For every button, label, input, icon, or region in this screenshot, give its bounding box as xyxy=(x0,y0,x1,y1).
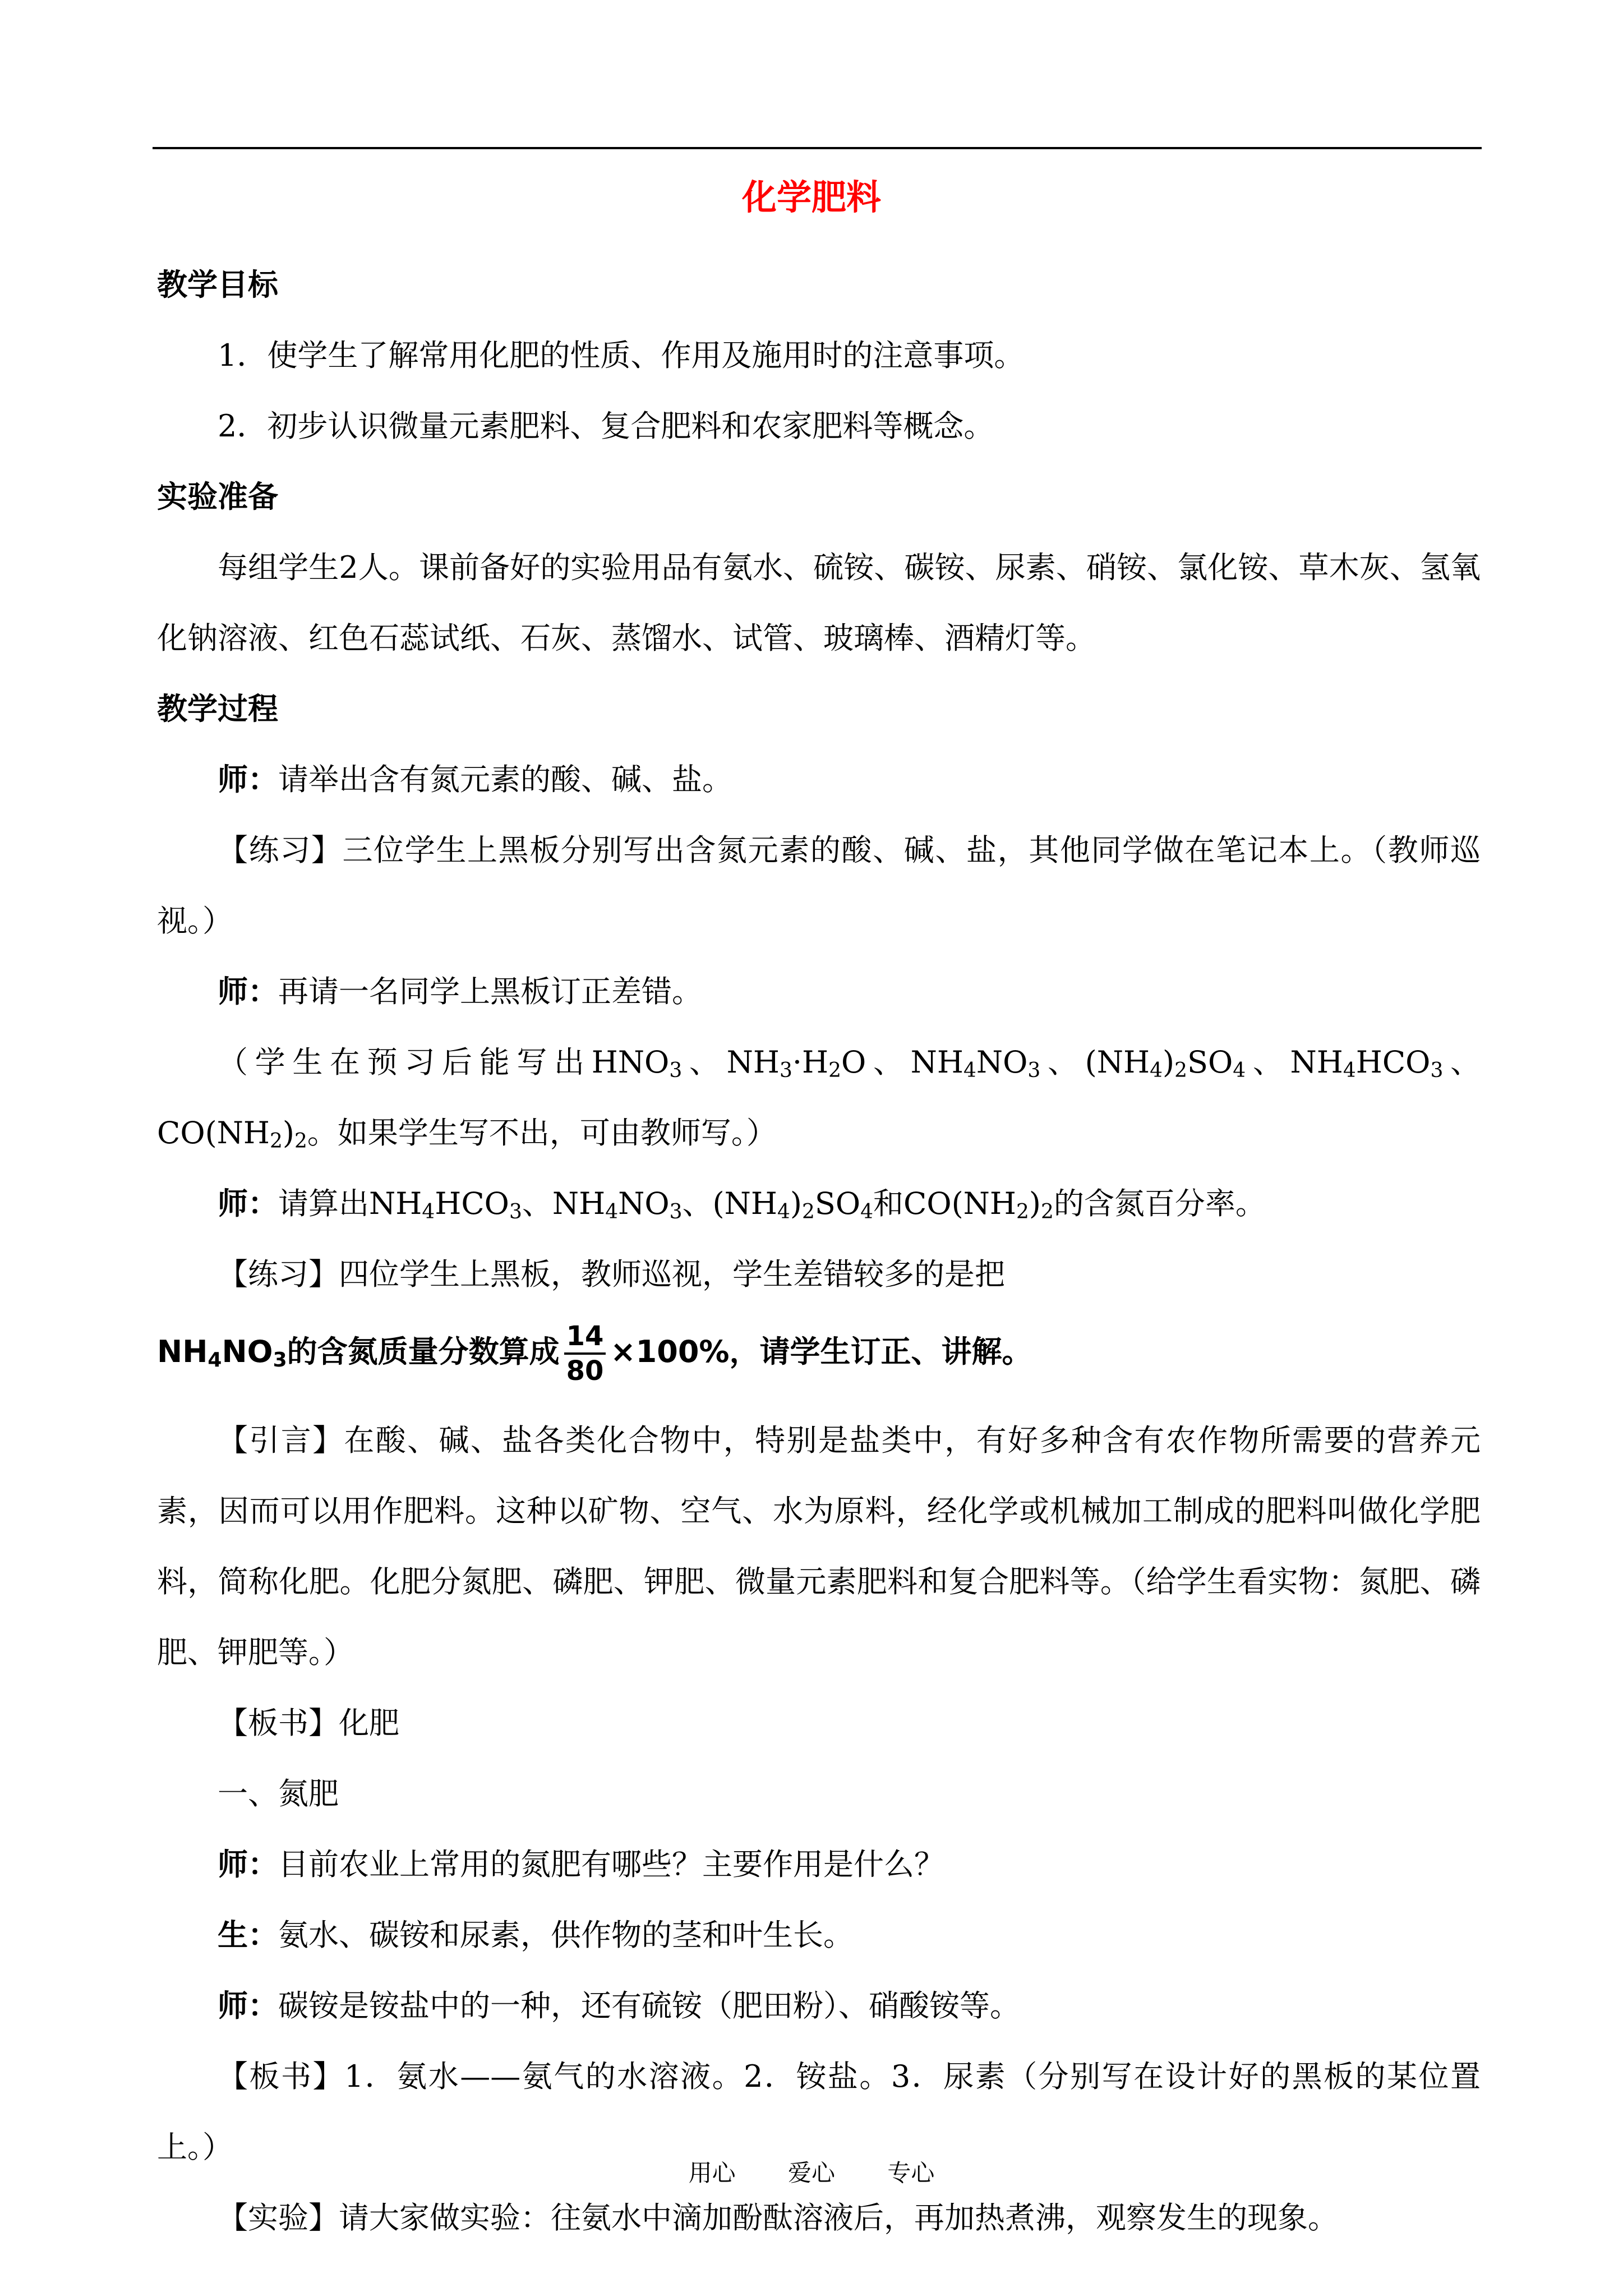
paragraph-board-1: 【板书】化肥 xyxy=(218,1705,399,1741)
objective-item-2: 2．初步认识微量元素肥料、复合肥料和农家肥料等概念。 xyxy=(218,408,994,444)
speaker-label: 师： xyxy=(218,1186,278,1221)
footer-item: 专心 xyxy=(887,2159,935,2187)
heading-preparation: 实验准备 xyxy=(157,479,278,514)
paragraph-teacher-ask xyxy=(157,1829,1481,1900)
paragraph-teacher-correct xyxy=(157,956,1481,1027)
paragraph-text: 氨水、碳铵和尿素，供作物的茎和叶生长。 xyxy=(278,1917,854,1953)
speaker-label: 师： xyxy=(218,974,278,1009)
footer-item: 爱心 xyxy=(787,2159,835,2187)
heading-objectives: 教学目标 xyxy=(157,267,278,302)
paragraph-teacher-calc: 师：请算出$NH_4HCO_3$、$NH_4NO_3$、$(NH_4)_2SO_4$和$CO(NH_2)_2$的含氮百分率。 xyxy=(218,1186,1266,1223)
header-rule xyxy=(153,147,1482,149)
paragraph-text: 碳铵是铵盐中的一种，还有硫铵（肥田粉）、硝酸铵等。 xyxy=(278,1988,1020,2023)
paragraph-text: 再请一名同学上黑板订正差错。 xyxy=(278,974,702,1009)
speaker-label: 师： xyxy=(218,1988,278,2023)
paragraph-exercise-1: 【练习】三位学生上黑板分别写出含氮元素的酸、碱、盐，其他同学做在笔记本上。（教师巡视。） xyxy=(157,832,1481,938)
paragraph-teacher-question xyxy=(157,744,1481,815)
speaker-label: 师： xyxy=(218,1847,278,1882)
paragraph-exercise-2: 【练习】四位学生上黑板，教师巡视，学生差错较多的是把 xyxy=(218,1257,1005,1292)
page-footer xyxy=(0,2156,1623,2190)
document-body xyxy=(157,250,1481,2253)
paragraph-text: 目前农业上常用的氮肥有哪些？主要作用是什么？ xyxy=(278,1847,944,1882)
paragraph-teacher-explain xyxy=(157,1971,1481,2041)
heading-process: 教学过程 xyxy=(157,691,278,726)
fraction-denominator: 80 xyxy=(566,1355,604,1387)
footer-item: 用心 xyxy=(688,2159,736,2187)
paragraph-experiment: 【实验】请大家做实验：往氨水中滴加酚酞溶液后，再加热煮沸，观察发生的现象。 xyxy=(218,2200,1338,2235)
fraction-numerator: 14 xyxy=(564,1320,606,1355)
paragraph-student-answer xyxy=(157,1900,1481,1971)
objective-item-1: 1．使学生了解常用化肥的性质、作用及施用时的注意事项。 xyxy=(218,338,1025,373)
paragraph-formulas: （学生在预习后能写出$HNO_3$、$NH_3\cdot H_2O$、$NH_4NO_3$、$(NH_4)_2SO_4$、$NH_4HCO_3$、$CO(NH_2)_2$。如果学生写不出，可由教师写。） xyxy=(157,1045,1481,1153)
speaker-label: 生： xyxy=(218,1917,278,1953)
paragraph-introduction: 【引言】在酸、碱、盐各类化合物中，特别是盐类中，有好多种含有农作物所需要的营养元素，因而可以用作肥料。这种以矿物、空气、水为原料，经化学或机械加工制成的肥料叫做化学肥料，简称化肥。化肥分氮肥、磷肥、钾肥、微量元素肥料和复合肥料等。（给学生看实物：氮肥、磷肥、钾肥等。） xyxy=(157,1423,1481,1670)
paragraph-board-2: 【板书】1．氨水——氨气的水溶液。2．铵盐。3．尿素（分别写在设计好的黑板的某位置上。） xyxy=(157,2059,1481,2165)
fraction xyxy=(564,1320,606,1387)
preparation-text: 每组学生2人。课前备好的实验用品有氨水、硫铵、碳铵、尿素、硝铵、氯化铵、草木灰、氢氧化钠溶液、红色石蕊试纸、石灰、蒸馏水、试管、玻璃棒、酒精灯等。 xyxy=(157,550,1481,656)
paragraph-nitrogen-heading: 一、氮肥 xyxy=(218,1776,339,1811)
formula-image-line: $NH_4NO_3$的含氮质量分数算成 $\frac{14}{80}$ ×100%，请学生订正、讲解。 xyxy=(157,1320,1032,1387)
document-title: 化学肥料 xyxy=(741,177,881,218)
speaker-label: 师： xyxy=(218,762,278,797)
paragraph-text: 请举出含有氮元素的酸、碱、盐。 xyxy=(278,762,732,797)
